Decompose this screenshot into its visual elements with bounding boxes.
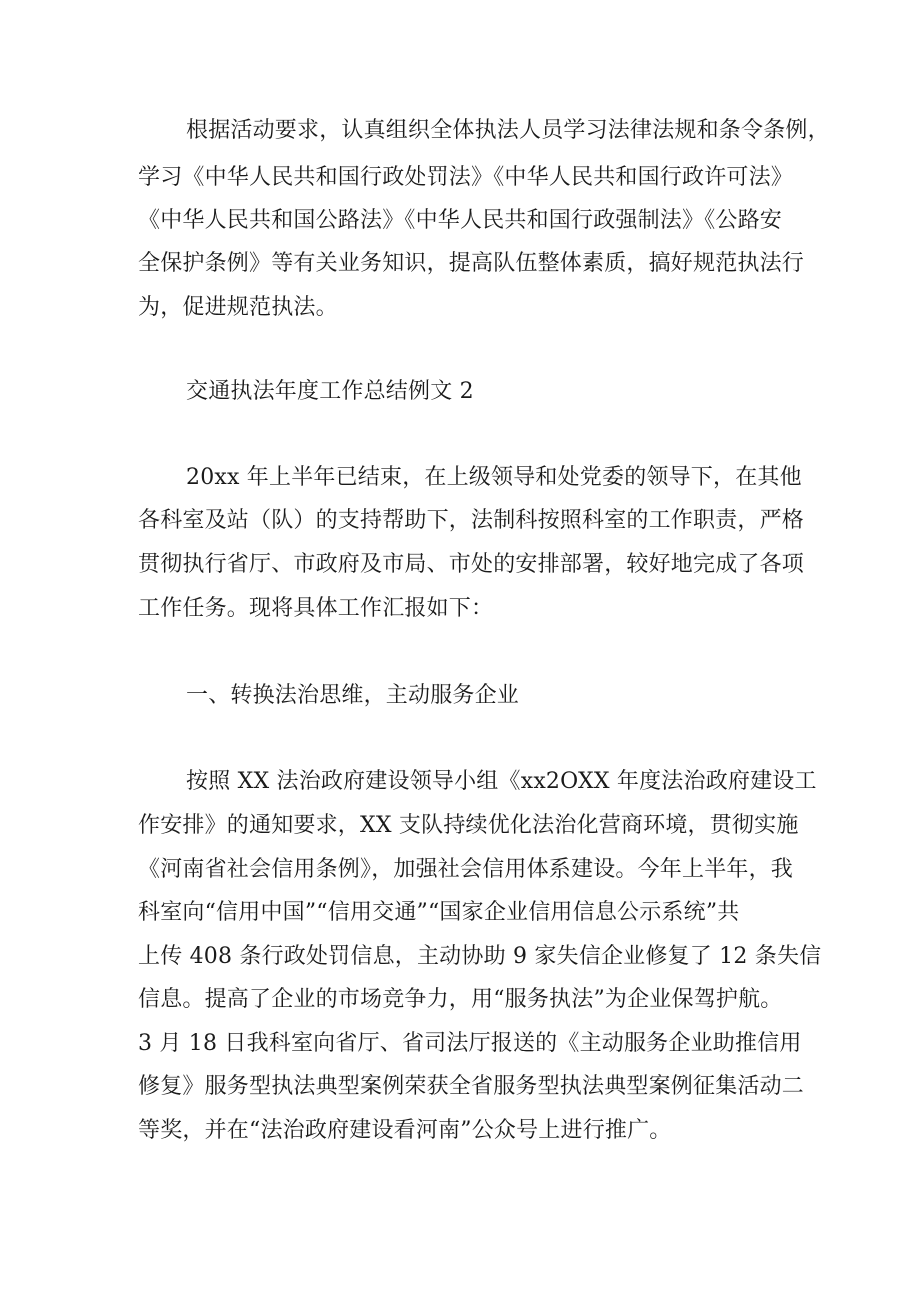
- paragraph-line: 上传 408 条行政处罚信息，主动协助 9 家失信企业修复了 12 条失信: [138, 944, 822, 969]
- paragraph-line: 按照 XX 法治政府建设领导小组《xx2OXX 年度法治政府建设工: [186, 769, 817, 794]
- paragraph-line: 全保护条例》等有关业务知识，提高队伍整体素质，搞好规范执法行: [138, 251, 805, 276]
- paragraph-line: 作安排》的通知要求，XX 支队持续优化法治化营商环境，贯彻实施: [138, 813, 799, 838]
- paragraph-line: 等奖，并在“法治政府建设看河南”公众号上进行推广。: [138, 1118, 672, 1143]
- paragraph-line: 20xx 年上半年已结束，在上级领导和处党委的领导下，在其他: [186, 465, 802, 490]
- paragraph-line: 《河南省社会信用条例》，加强社会信用体系建设。今年上半年，我: [138, 857, 794, 882]
- paragraph-line: 为，促进规范执法。: [138, 295, 338, 320]
- paragraph-line: 信息。提高了企业的市场竞争力，用“服务执法”为企业保驾护航。: [138, 987, 783, 1012]
- paragraph-line: 《中华人民共和国公路法》《中华人民共和国行政强制法》《公路安: [138, 208, 783, 233]
- paragraph-line: 3 月 18 日我科室向省厅、省司法厅报送的《主动服务企业助推信用: [138, 1031, 802, 1056]
- paragraph-line: 科室向“信用中国”“信用交通”“国家企业信用信息公示系统”共: [138, 900, 740, 925]
- paragraph-line: 各科室及站（队）的支持帮助下，法制科按照科室的工作职责，严格: [138, 508, 805, 533]
- section-heading-1: 一、转换法治思维，主动服务企业: [186, 683, 520, 708]
- paragraph-line: 根据活动要求，认真组织全体执法人员学习法律法规和条令条例，: [186, 118, 830, 143]
- paragraph-line: 贯彻执行省厅、市政府及市局、市处的安排部署，较好地完成了各项: [138, 552, 805, 577]
- paragraph-line: 学习《中华人民共和国行政处罚法》《中华人民共和国行政许可法》: [138, 165, 794, 190]
- section-heading-example-2: 交通执法年度工作总结例文 2: [186, 379, 474, 404]
- paragraph-line: 修复》服务型执法典型案例荣获全省服务型执法典型案例征集活动二: [138, 1074, 805, 1099]
- paragraph-line: 工作任务。现将具体工作汇报如下：: [138, 596, 494, 621]
